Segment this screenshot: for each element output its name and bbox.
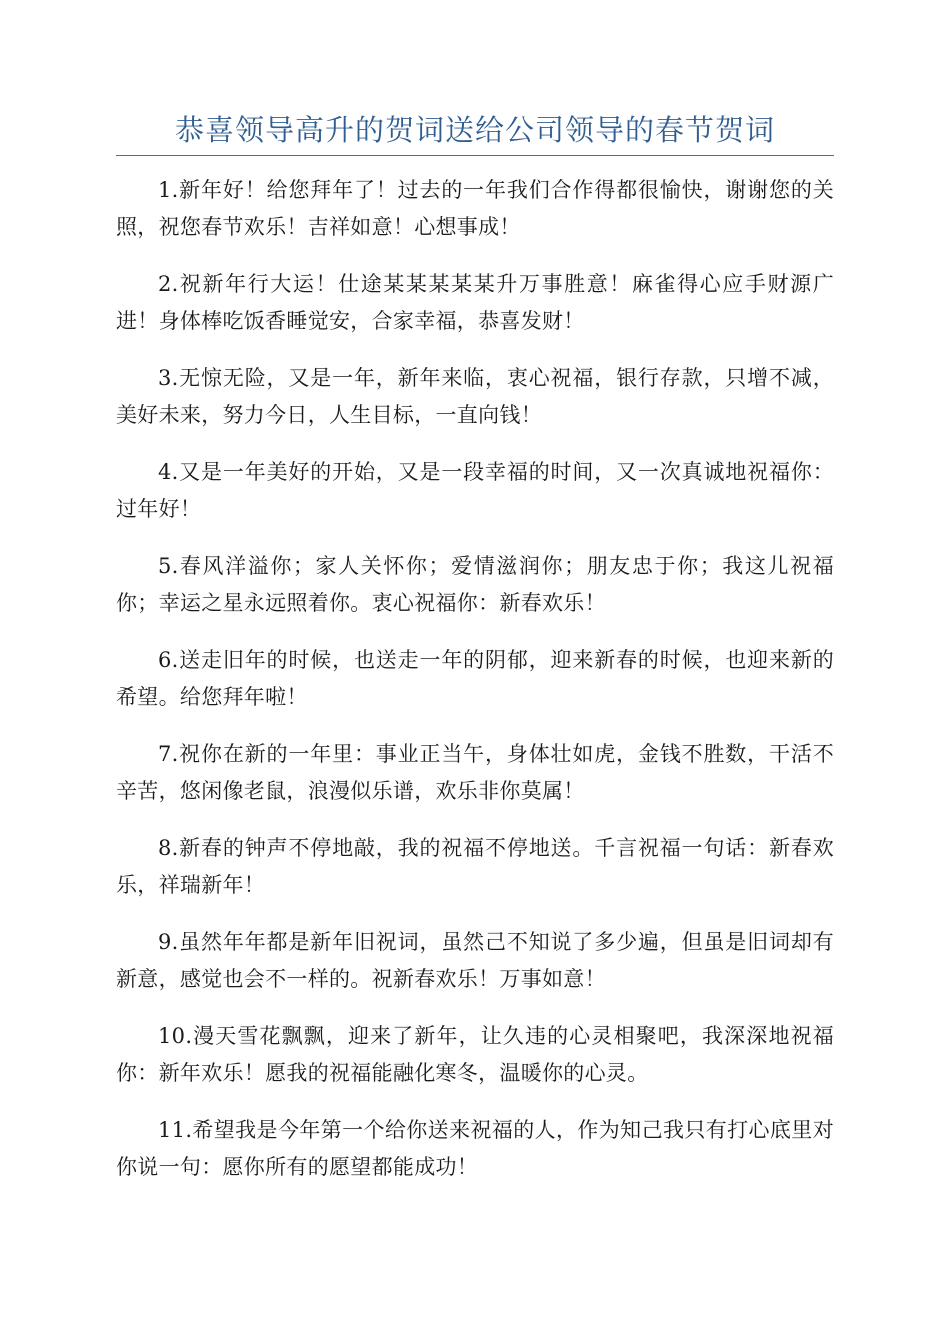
paragraph-8: 8.新春的钟声不停地敲，我的祝福不停地送。千言祝福一句话：新春欢乐，祥瑞新年！ [116,836,834,897]
paragraph-2: 2.祝新年行大运！仕途某某某某某升万事胜意！麻雀得心应手财源广进！身体棒吃饭香睡觉安，合家幸福，恭喜发财！ [116,272,834,333]
page-title: 恭喜领导高升的贺词送给公司领导的春节贺词 [174,113,775,147]
paragraph-10: 10.漫天雪花飘飘，迎来了新年，让久违的心灵相聚吧，我深深地祝福你：新年欢乐！愿我的祝福能融化寒冬，温暖你的心灵。 [116,1024,834,1085]
paragraph-6: 6.送走旧年的时候，也送走一年的阴郁，迎来新春的时候，也迎来新的希望。给您拜年啦！ [116,648,834,709]
paragraph-1: 1.新年好！给您拜年了！过去的一年我们合作得都很愉快，谢谢您的关照，祝您春节欢乐！吉祥如意！心想事成！ [116,178,834,239]
title-block [116,110,834,156]
paragraph-11: 11.希望我是今年第一个给你送来祝福的人，作为知己我只有打心底里对你说一句：愿你所有的愿望都能成功！ [116,1118,834,1179]
document-body [116,172,834,1206]
paragraph-7: 7.祝你在新的一年里：事业正当午，身体壮如虎，金钱不胜数，干活不辛苦，悠闲像老鼠，浪漫似乐谱，欢乐非你莫属！ [116,742,834,803]
paragraph-9: 9.虽然年年都是新年旧祝词，虽然己不知说了多少遍，但虽是旧词却有新意，感觉也会不一样的。祝新春欢乐！万事如意！ [116,930,834,991]
paragraph-5: 5.春风洋溢你；家人关怀你；爱情滋润你；朋友忠于你；我这儿祝福你；幸运之星永远照着你。衷心祝福你：新春欢乐！ [116,554,834,615]
paragraph-4: 4.又是一年美好的开始，又是一段幸福的时间，又一次真诚地祝福你：过年好！ [116,460,834,521]
paragraph-3: 3.无惊无险，又是一年，新年来临，衷心祝福，银行存款，只增不减，美好未来，努力今日，人生目标，一直向钱！ [116,366,834,427]
